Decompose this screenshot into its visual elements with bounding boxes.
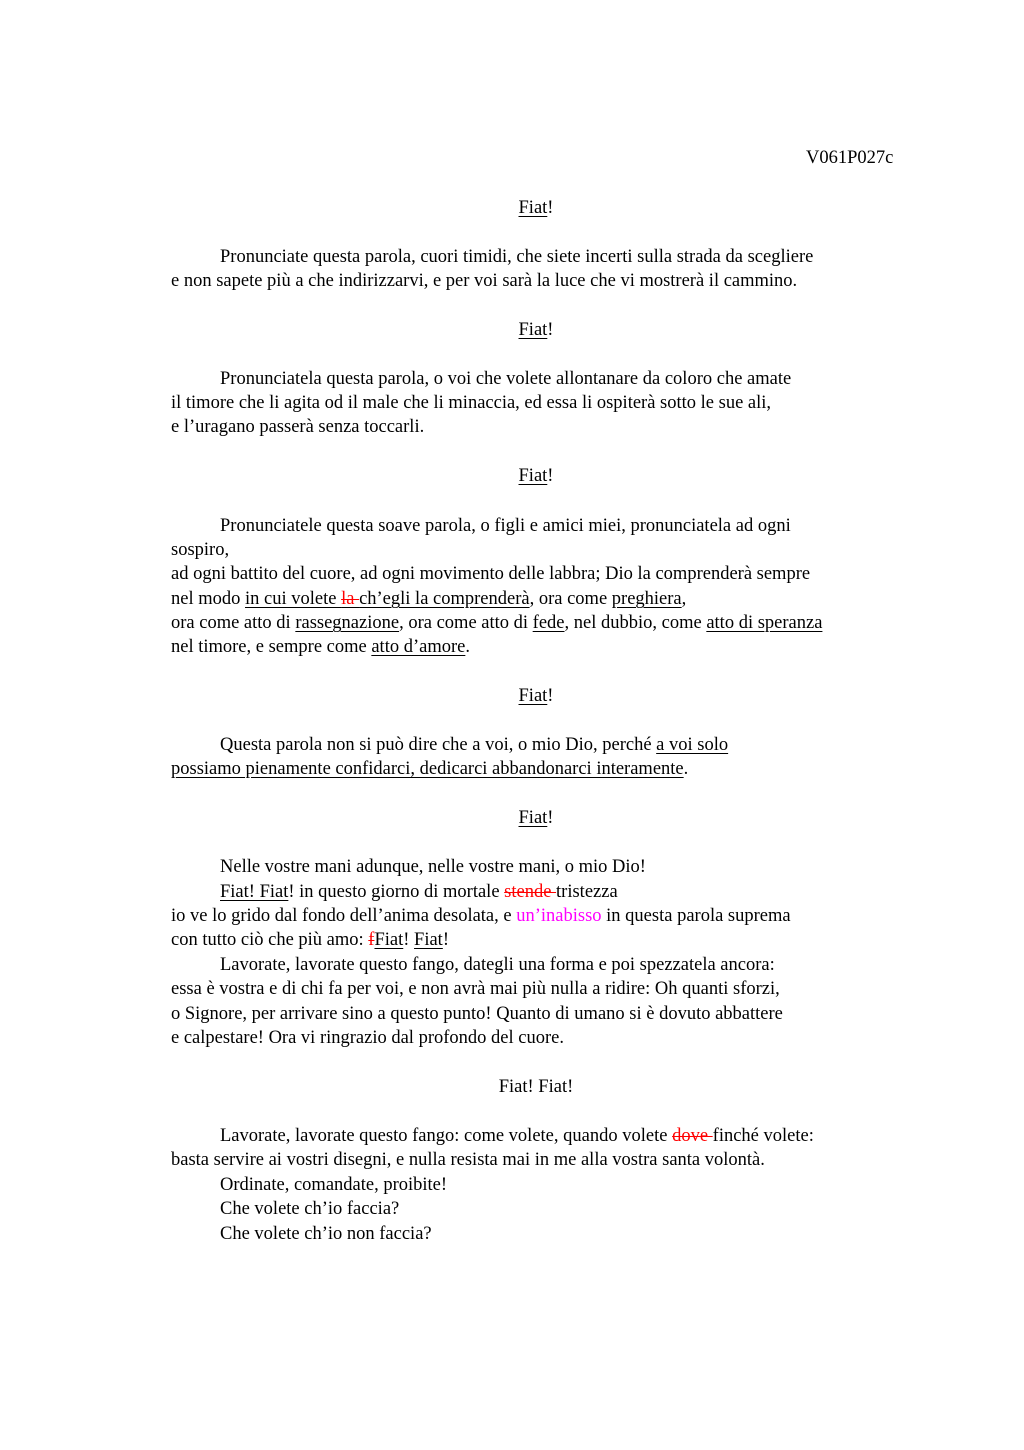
fiat-heading: Fiat! bbox=[518, 466, 554, 486]
paragraph-line: Pronunciatele questa soave parola, o figli e amici miei, pronunciatela ad ogni bbox=[220, 516, 791, 536]
fiat-heading: Fiat! bbox=[518, 808, 554, 828]
deleted-text: stende bbox=[504, 882, 557, 902]
fiat-word: Fiat bbox=[518, 466, 548, 486]
paragraph-line: Lavorate, lavorate questo fango: come volete, quando volete dove finché volete: bbox=[220, 1126, 814, 1146]
fiat-heading: Fiat! bbox=[518, 198, 554, 218]
underlined-phrase: atto di speranza bbox=[706, 613, 823, 633]
paragraph-line: sospiro, bbox=[171, 540, 230, 560]
inserted-text: un’inabisso bbox=[516, 906, 602, 926]
underlined-phrase: possiamo pienamente confidarci, dedicarci abbandonarci interamente bbox=[171, 759, 684, 779]
underlined-phrase: atto d’amore bbox=[371, 637, 466, 657]
paragraph-line: Questa parola non si può dire che a voi, o mio Dio, perché a voi solo bbox=[220, 735, 729, 755]
paragraph-line: Che volete ch’io non faccia? bbox=[220, 1224, 432, 1244]
paragraph-line: Ordinate, comandate, proibite! bbox=[220, 1175, 448, 1195]
paragraph-line: basta servire ai vostri disegni, e nulla resista mai in me alla vostra santa volontà. bbox=[171, 1150, 765, 1170]
paragraph-line: Fiat! Fiat! in questo giorno di mortale stende tristezza bbox=[220, 882, 618, 902]
underlined-phrase: rassegnazione bbox=[295, 613, 400, 633]
paragraph-line: il timore che li agita od il male che li minaccia, ed essa li ospiterà sotto le sue ali, bbox=[171, 393, 772, 413]
fiat-fiat-heading: Fiat! Fiat! bbox=[498, 1077, 574, 1097]
underlined-phrase: a voi solo bbox=[656, 735, 729, 755]
paragraph-line: con tutto ciò che più amo: fFiat! Fiat! bbox=[171, 930, 449, 950]
paragraph-line: nel timore, e sempre come atto d’amore. bbox=[171, 637, 470, 657]
paragraph-line: Pronunciate questa parola, cuori timidi, che siete incerti sulla strada da scegliere bbox=[220, 247, 814, 267]
underlined-phrase: fede bbox=[532, 613, 565, 633]
paragraph-line: Lavorate, lavorate questo fango, dategli una forma e poi spezzatela ancora: bbox=[220, 955, 775, 975]
deleted-text: f bbox=[368, 930, 375, 950]
paragraph-line: ad ogni battito del cuore, ad ogni movimento delle labbra; Dio la comprenderà sempre bbox=[171, 564, 811, 584]
fiat-word: Fiat bbox=[518, 808, 548, 828]
fiat-word: Fiat bbox=[518, 686, 548, 706]
fiat-word: Fiat bbox=[414, 930, 443, 950]
paragraph-line: Nelle vostre mani adunque, nelle vostre mani, o mio Dio! bbox=[220, 857, 646, 877]
fiat-word: Fiat bbox=[374, 930, 404, 950]
underlined-phrase: preghiera bbox=[611, 589, 682, 609]
fiat-heading: Fiat! bbox=[518, 686, 554, 706]
paragraph-line: possiamo pienamente confidarci, dedicarci abbandonarci interamente. bbox=[171, 759, 689, 779]
paragraph-line: io ve lo grido dal fondo dell’anima desolata, e un’inabisso in questa parola suprema bbox=[171, 906, 791, 926]
paragraph-line: e non sapete più a che indirizzarvi, e per voi sarà la luce che vi mostrerà il cammino. bbox=[171, 271, 798, 291]
deleted-text: la bbox=[341, 589, 360, 609]
deleted-text: dove bbox=[672, 1126, 713, 1146]
paragraph-line: Che volete ch’io faccia? bbox=[220, 1199, 400, 1219]
underlined-phrase: in cui volete la ch’egli la comprenderà bbox=[245, 589, 530, 609]
underlined-phrase: Fiat! Fiat bbox=[220, 882, 289, 902]
paragraph-line: e l’uragano passerà senza toccarli. bbox=[171, 417, 425, 437]
document-code: V061P027c bbox=[806, 148, 894, 168]
fiat-heading: Fiat! bbox=[518, 320, 554, 340]
paragraph-line: essa è vostra e di chi fa per voi, e non avrà mai più nulla a ridire: Oh quanti sforzi, bbox=[171, 979, 780, 999]
paragraph-line: nel modo in cui volete la ch’egli la comprenderà, ora come preghiera, bbox=[171, 589, 687, 609]
paragraph-line: o Signore, per arrivare sino a questo punto! Quanto di umano si è dovuto abbattere bbox=[171, 1004, 783, 1024]
paragraph-line: e calpestare! Ora vi ringrazio dal profondo del cuore. bbox=[171, 1028, 564, 1048]
fiat-word: Fiat bbox=[518, 320, 548, 340]
fiat-word: Fiat bbox=[518, 198, 548, 218]
paragraph-line: ora come atto di rassegnazione, ora come atto di fede, nel dubbio, come atto di speranza bbox=[171, 613, 823, 633]
paragraph-line: Pronunciatela questa parola, o voi che volete allontanare da coloro che amate bbox=[220, 369, 792, 389]
